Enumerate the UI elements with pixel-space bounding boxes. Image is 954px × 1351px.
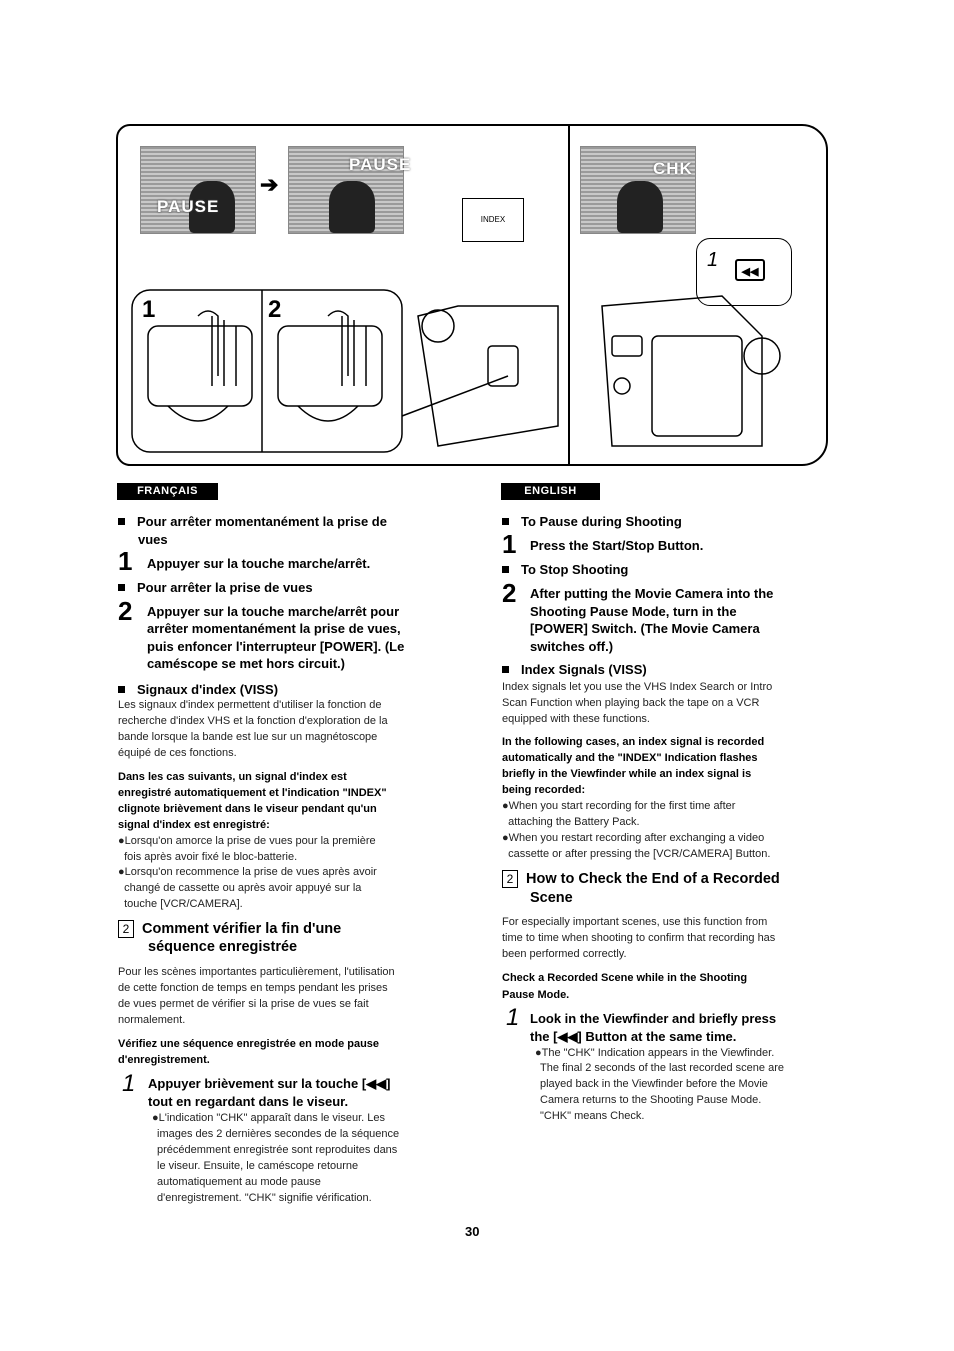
step-2-marker: 2 [268, 296, 282, 323]
en-bullet-line: attaching the Battery Pack. [502, 816, 640, 828]
fr-section-title [118, 920, 341, 938]
rewind-button-icon: ◀◀ [735, 259, 765, 281]
fr-step-title-line: Appuyer brièvement sur la touche [◀◀] [148, 1076, 391, 1091]
fr-step-body-line: d'enregistrement. "CHK" signifie vérification. [157, 1192, 372, 1204]
fr-step-body-line: ●L'indication "CHK" apparaît dans le viseur. Les [152, 1112, 386, 1124]
fr-bullet-line: ●Lorsqu'on amorce la prise de vues pour la première [118, 835, 376, 847]
bullet-square-icon [502, 518, 509, 525]
page-number: 30 [465, 1224, 480, 1239]
en-index-body-line: equipped with these functions. [502, 713, 650, 725]
en-step-title-line: Look in the Viewfinder and briefly press [530, 1011, 777, 1026]
en-heading-index-text: Index Signals (VISS) [521, 662, 647, 677]
figure-silhouette [617, 181, 663, 233]
en-section-body-line: been performed correctly. [502, 948, 627, 960]
fr-heading-stop [118, 580, 313, 595]
en-step-body-line: "CHK" means Check. [540, 1110, 645, 1122]
fr-cases-line: Dans les cas suivants, un signal d'index est [118, 771, 347, 783]
en-step-1-text: Press the Start/Stop Button. [530, 538, 704, 553]
en-cases-line: briefly in the Viewfinder while an index signal is [502, 768, 752, 780]
english-language-tab: ENGLISH [501, 483, 600, 500]
viewfinder-chk-text: CHK [653, 159, 693, 178]
fr-bullet-line: changé de cassette ou après avoir appuyé sur la [118, 882, 362, 894]
fr-cases-line: enregistré automatiquement et l'indication "INDEX" [118, 787, 387, 799]
fr-section-body-line: de vues permet de vérifier si la prise de vues se fait [118, 998, 369, 1010]
fr-step-body-line: le viseur. Ensuite, le caméscope retourne [157, 1160, 359, 1172]
viewfinder-pause-image-2 [288, 146, 412, 234]
fr-step-2-number: 2 [118, 596, 133, 626]
en-section-title-line2: Scene [530, 890, 573, 906]
fr-section-title-line2: séquence enregistrée [148, 939, 298, 955]
fr-step-title-line: tout en regardant dans le viseur. [148, 1094, 349, 1109]
en-step-2-line: After putting the Movie Camera into the [530, 586, 774, 601]
fr-step-1-text: Appuyer sur la touche marche/arrêt. [147, 556, 371, 571]
en-cases-line: In the following cases, an index signal is recorded [502, 736, 765, 748]
fr-heading-index-text: Signaux d'index (VISS) [137, 682, 279, 697]
french-language-tab: FRANÇAIS [117, 483, 218, 500]
fr-step-body-line: images des 2 dernières secondes de la séquence [157, 1128, 400, 1140]
en-bullet-line: ●When you start recording for the first time after [502, 800, 736, 812]
en-section-title [502, 870, 780, 888]
en-section-body-line: For especially important scenes, use this function from [502, 916, 768, 928]
fr-section-title-text: Comment vérifier la fin d'une [142, 921, 342, 937]
en-heading-pause-text: To Pause during Shooting [521, 514, 682, 529]
viewfinder-chk-image [580, 146, 696, 234]
en-bullet-line: cassette or after pressing the [VCR/CAMERA] Button. [502, 848, 771, 860]
en-index-body-line: Index signals let you use the VHS Index Search or Intro [502, 681, 773, 693]
bullet-square-icon [118, 518, 125, 525]
viewfinder-pause-text-2: PAUSE [349, 155, 412, 174]
fr-cases-line: clignote brièvement dans le viseur pendant qu'un [118, 803, 377, 815]
fr-cases-line: signal d'index est enregistré: [118, 819, 270, 831]
en-step-italic-number: 1 [506, 1004, 520, 1031]
en-bullet-line: ●When you restart recording after exchanging a video [502, 832, 765, 844]
fr-step-2-line: Appuyer sur la touche marche/arrêt pour [147, 604, 400, 619]
en-check-line: Check a Recorded Scene while in the Shooting [502, 972, 748, 984]
figure-silhouette [329, 181, 375, 233]
en-heading-stop-text: To Stop Shooting [521, 562, 629, 577]
camera-hands-illustration [128, 286, 568, 456]
en-step-2-number: 2 [502, 578, 517, 608]
en-step-1-number: 1 [502, 529, 517, 559]
fr-step-body-line: précédemment enregistrée sont reproduites dans [157, 1144, 398, 1156]
en-heading-pause [502, 514, 682, 529]
fr-step-1-number: 1 [118, 546, 133, 576]
en-step-2-line: switches off.) [530, 639, 614, 654]
fr-section-body-line: Pour les scènes importantes particulièrement, l'utilisation [118, 966, 395, 978]
en-step-body-line: The final 2 seconds of the last recorded scene are [540, 1062, 784, 1074]
fr-section-body-line: de cette fonction de temps en temps pendant les prises [118, 982, 388, 994]
en-step-body-line: ●The "CHK" Indication appears in the Viewfinder. [535, 1047, 775, 1059]
en-step-body-line: played back in the Viewfinder before the Movie [540, 1078, 768, 1090]
fr-step-2-line: caméscope se met hors circuit.) [147, 656, 345, 671]
fr-step-2-line: puis enfoncer l'interrupteur [POWER]. (Le [147, 639, 405, 654]
en-cases-line: being recorded: [502, 784, 586, 796]
en-check-line: Pause Mode. [502, 989, 570, 1001]
fr-heading-stop-text: Pour arrêter la prise de vues [137, 580, 313, 595]
en-section-body-line: time to time when shooting to confirm that recording has [502, 932, 776, 944]
fr-bullet-line: ●Lorsqu'on recommence la prise de vues après avoir [118, 866, 377, 878]
fr-heading-index [118, 682, 278, 697]
bullet-square-icon [118, 584, 125, 591]
fr-check-line: Vérifiez une séquence enregistrée en mode pause [118, 1038, 380, 1050]
en-step-title-line: the [◀◀] Button at the same time. [530, 1029, 737, 1044]
fr-step-body-line: automatiquement au mode pause [157, 1176, 321, 1188]
viewfinder-pause-text: PAUSE [157, 197, 220, 216]
fr-bullet-line: fois après avoir fixé le bloc-batterie. [118, 851, 298, 863]
en-index-body-line: Scan Function when playing back the tape on a VCR [502, 697, 760, 709]
step-1-marker: 1 [142, 296, 156, 323]
bullet-square-icon [502, 566, 509, 573]
rewind-step-marker: 1 [707, 249, 719, 271]
en-cases-line: automatically and the "INDEX" Indication flashes [502, 752, 758, 764]
fr-check-line: d'enregistrement. [118, 1054, 210, 1066]
en-step-body-line: Camera returns to the Shooting Pause Mode. [540, 1094, 762, 1106]
bullet-square-icon [118, 686, 125, 693]
index-indicator [462, 198, 524, 242]
section-number-box: 2 [118, 920, 134, 938]
en-step-2-line: [POWER] Switch. (The Movie Camera [530, 621, 760, 636]
fr-heading-pause-text: Pour arrêter momentanément la prise de [137, 514, 387, 529]
en-heading-index [502, 662, 647, 677]
fr-index-body-line: Les signaux d'index permettent d'utiliser la fonction de [118, 699, 382, 711]
en-heading-stop [502, 562, 628, 577]
en-step-2-line: Shooting Pause Mode, turn in the [530, 604, 737, 619]
fr-index-body-line: recherche d'index VHS et la fonction d'exploration de la [118, 715, 388, 727]
fr-bullet-line: touche [VCR/CAMERA]. [118, 898, 243, 910]
section-number-box: 2 [502, 870, 518, 888]
fr-step-2-line: arrêter momentanément la prise de vues, [147, 621, 401, 636]
index-label: INDEX [480, 215, 506, 224]
bullet-square-icon [502, 666, 509, 673]
fr-heading-pause-line2: vues [138, 532, 168, 547]
illustration-panel [116, 124, 828, 466]
viewfinder-pause-image [140, 146, 256, 234]
fr-step-italic-number: 1 [122, 1070, 136, 1097]
panel-divider [568, 126, 570, 464]
fr-index-body-line: équipé de ces fonctions. [118, 747, 237, 759]
camcorder-illustration [582, 286, 782, 456]
right-arrow-icon: ➔ [260, 172, 279, 197]
en-section-title-text: How to Check the End of a Recorded [526, 871, 780, 887]
fr-index-body-line: bande lorsque la bande est lue sur un magnétoscope [118, 731, 378, 743]
fr-section-body-line: normalement. [118, 1014, 186, 1026]
fr-heading-pause [118, 514, 387, 529]
